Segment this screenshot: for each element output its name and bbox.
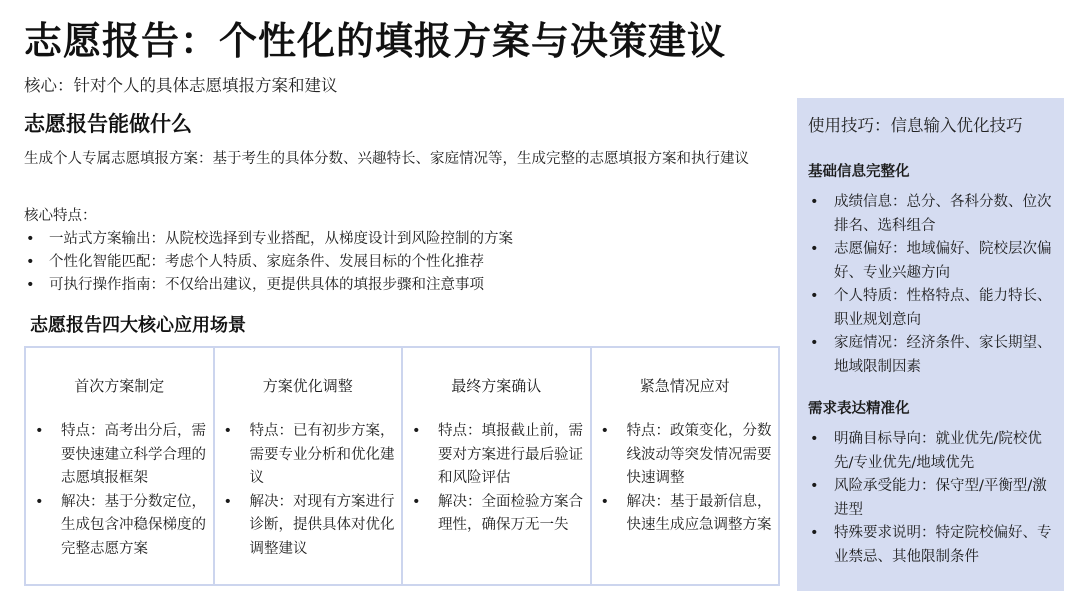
tips-group-list: [808, 191, 1052, 379]
scenario-feature: [221, 420, 396, 491]
tip-item: [808, 522, 1052, 569]
page-title: 志愿报告：个性化的填报方案与决策建议: [24, 19, 727, 63]
scenario-solution-text: 解决：对现有方案进行诊断，提供具体对优化调整建议: [249, 493, 395, 557]
scenario-table: [24, 346, 780, 586]
features-list: [24, 228, 779, 297]
bullet-icon: •: [810, 194, 819, 210]
scenario-feature: [32, 420, 207, 491]
scenario-solution: [32, 491, 207, 562]
bullet-icon: •: [600, 423, 610, 439]
feature-item: [24, 251, 779, 274]
tip-text: 风险承受能力：保守型/平衡型/激进型: [834, 478, 1047, 518]
scenario-list: [221, 420, 396, 561]
tip-item: [808, 428, 1052, 475]
scenario-feature-text: 特点：填报截止前，需要对方案进行最后验证和风险评估: [438, 423, 583, 486]
bullet-icon: •: [600, 493, 610, 510]
bullet-icon: •: [223, 423, 233, 439]
section-description: 生成个人专属志愿填报方案：基于考生的具体分数、兴趣特长、家庭情况等，生成完整的志愿填报方案和执行建议: [24, 151, 749, 167]
scenario-card-first-plan: [26, 348, 215, 584]
bullet-icon: •: [412, 423, 421, 439]
section-heading-what: 志愿报告能做什么: [24, 112, 192, 136]
feature-item: [24, 274, 779, 297]
scenario-solution-text: 解决：全面检验方案合理性，确保万无一失: [438, 493, 583, 533]
scenario-title: 首次方案制定: [74, 377, 165, 395]
scenario-list: [32, 420, 207, 561]
bullet-icon: •: [223, 493, 233, 510]
bullet-icon: •: [35, 423, 44, 439]
tips-title: 使用技巧：信息输入优化技巧: [808, 116, 1023, 135]
bullet-icon: •: [412, 493, 421, 510]
tip-item: [808, 238, 1052, 285]
bullet-icon: •: [810, 525, 819, 541]
scenario-feature-text: 特点：政策变化，分数线波动等突发情况需要快速调整: [626, 423, 772, 486]
section-heading-scenarios: 志愿报告四大核心应用场景: [30, 315, 246, 336]
scenario-title: 最终方案确认: [451, 377, 542, 395]
scenario-list: [409, 420, 584, 538]
bullet-icon: •: [26, 231, 35, 247]
tip-text: 家庭情况：经济条件、家长期望、地域限制因素: [834, 335, 1052, 375]
bullet-icon: •: [810, 288, 819, 304]
bullet-icon: •: [26, 254, 35, 270]
scenario-feature-text: 特点：已有初步方案，需要专业分析和优化建议: [249, 423, 395, 486]
page-subtitle: 核心：针对个人的具体志愿填报方案和建议: [24, 76, 338, 95]
tip-text: 个人特质：性格特点、能力特长、职业规划意向: [834, 288, 1052, 328]
tip-text: 成绩信息：总分、各科分数、位次排名、选科组合: [834, 194, 1052, 234]
bullet-icon: •: [810, 335, 819, 351]
scenario-list: [598, 420, 773, 538]
tip-text: 明确目标导向：就业优先/院校优先/专业优先/地域优先: [834, 431, 1042, 471]
tip-text: 特殊要求说明：特定院校偏好、专业禁忌、其他限制条件: [834, 525, 1052, 565]
scenario-feature: [409, 420, 584, 491]
bullet-icon: •: [810, 478, 819, 494]
features-label: 核心特点：: [24, 208, 97, 224]
scenario-card-emergency: [592, 348, 779, 584]
tip-item: [808, 191, 1052, 238]
bullet-icon: •: [35, 493, 44, 510]
scenario-solution-text: 解决：基于最新信息，快速生成应急调整方案: [626, 493, 772, 533]
tips-group-list: [808, 428, 1052, 569]
scenario-feature: [598, 420, 773, 491]
scenario-title: 方案优化调整: [262, 377, 353, 395]
scenario-feature-text: 特点：高考出分后，需要快速建立科学合理的志愿填报框架: [61, 423, 206, 486]
scenario-title: 紧急情况应对: [639, 377, 730, 395]
tips-group-heading: 基础信息完整化: [808, 164, 910, 180]
tip-item: [808, 475, 1052, 522]
scenario-card-optimize: [215, 348, 404, 584]
bullet-icon: •: [810, 241, 819, 257]
tip-text: 志愿偏好：地域偏好、院校层次偏好、专业兴趣方向: [834, 241, 1052, 281]
bullet-icon: •: [26, 277, 35, 293]
scenario-solution: [221, 491, 396, 562]
core-features: [24, 205, 779, 297]
tips-group-heading: 需求表达精准化: [808, 401, 910, 417]
tip-item: [808, 285, 1052, 332]
scenario-solution-text: 解决：基于分数定位，生成包含冲稳保梯度的完整志愿方案: [61, 493, 206, 557]
feature-item: [24, 228, 779, 251]
feature-text: 个性化智能匹配：考虑个人特质、家庭条件、发展目标的个性化推荐: [49, 254, 484, 270]
scenario-solution: [409, 491, 584, 538]
feature-text: 一站式方案输出：从院校选择到专业搭配，从梯度设计到风险控制的方案: [49, 231, 513, 247]
feature-text: 可执行操作指南：不仅给出建议，更提供具体的填报步骤和注意事项: [49, 277, 484, 293]
scenario-solution: [598, 491, 773, 538]
tips-panel: [797, 98, 1064, 591]
scenario-card-final-confirm: [403, 348, 592, 584]
tip-item: [808, 332, 1052, 379]
bullet-icon: •: [810, 431, 819, 447]
